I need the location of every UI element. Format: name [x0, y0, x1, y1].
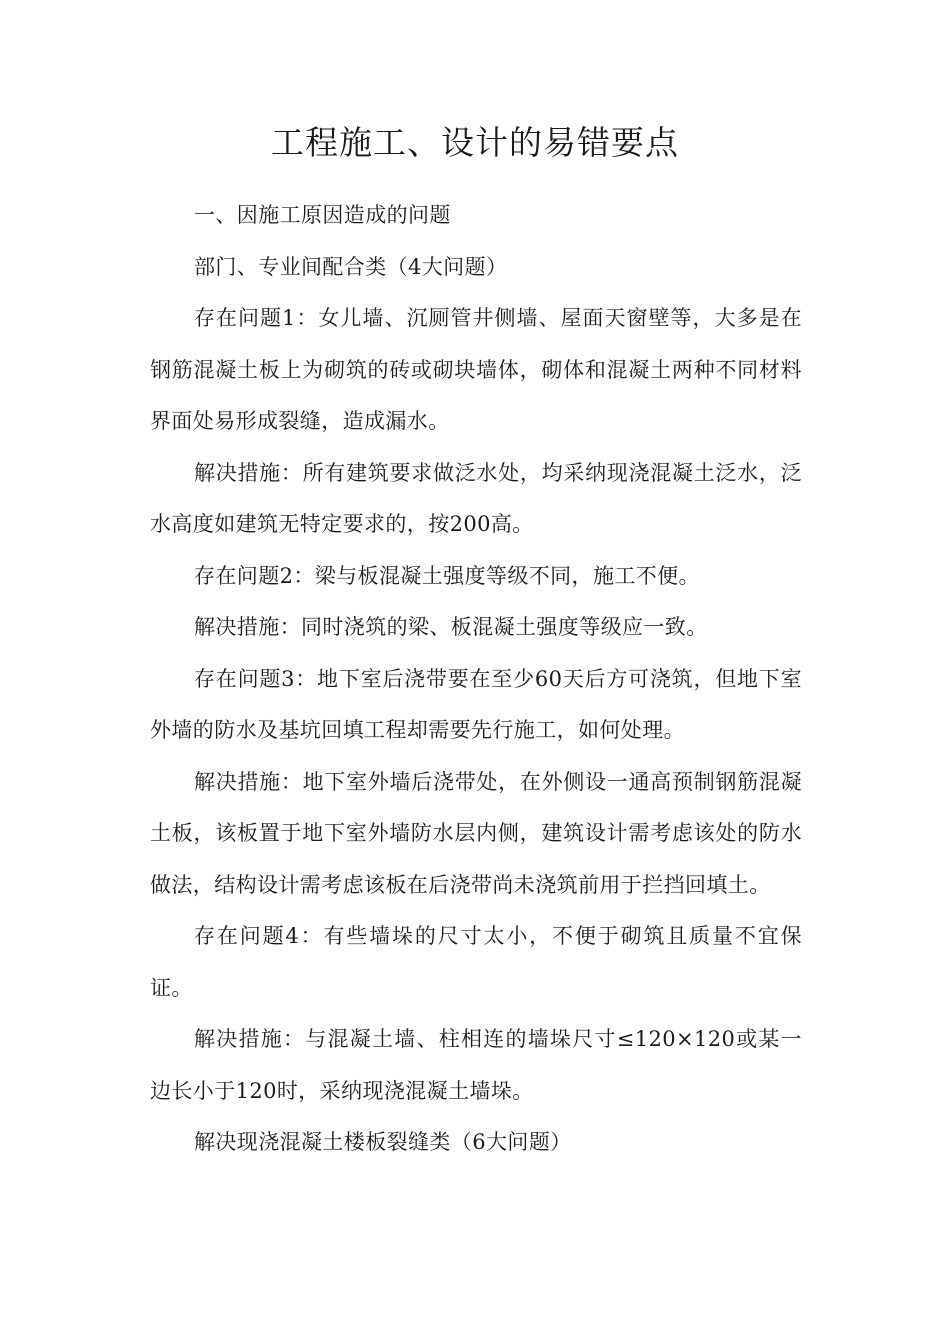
problem-paragraph-2: 存在问题2：梁与板混凝土强度等级不同，施工不便。: [194, 563, 700, 588]
subsection-heading: 部门、专业间配合类（4大问题）: [194, 254, 508, 279]
solution-paragraph-3: 解决措施：地下室外墙后浇带处，在外侧设一通高预制钢筋混凝土板，该板置于地下室外墙防水层内侧，建筑设计需考虑该处的防水做法，结构设计需考虑该板在后浇带尚未浇筑前用于拦挡回填土。: [150, 769, 802, 897]
section-heading: 一、因施工原因造成的问题: [194, 203, 451, 227]
problem-paragraph-1: 存在问题1：女儿墙、沉厕管井侧墙、屋面天窗壁等，大多是在钢筋混凝土板上为砌筑的砖或砌块墙体，砌体和混凝土两种不同材料界面处易形成裂缝，造成漏水。: [150, 306, 802, 433]
problem-paragraph-3: 存在问题3：地下室后浇带要在至少60天后方可浇筑，但地下室外墙的防水及基坑回填工程却需要先行施工，如何处理。: [150, 666, 802, 742]
solution-paragraph-1: 解决措施：所有建筑要求做泛水处，均采纳现浇混凝土泛水，泛水高度如建筑无特定要求的，按200高。: [150, 460, 802, 536]
problem-paragraph-4: 存在问题4：有些墙垛的尺寸太小，不便于砌筑且质量不宜保证。: [150, 924, 802, 1000]
solution-paragraph-2: 解决措施：同时浇筑的梁、板混凝土强度等级应一致。: [194, 615, 708, 639]
subsection-heading: 解决现浇混凝土楼板裂缝类（6大问题）: [194, 1130, 572, 1154]
solution-paragraph-4: 解决措施：与混凝土墙、柱相连的墙垛尺寸≤120×120或某一边长小于120时，采纳现浇混凝土墙垛。: [150, 1027, 802, 1103]
document-body: [150, 190, 802, 1169]
document-title: 工程施工、设计的易错要点: [271, 123, 679, 162]
